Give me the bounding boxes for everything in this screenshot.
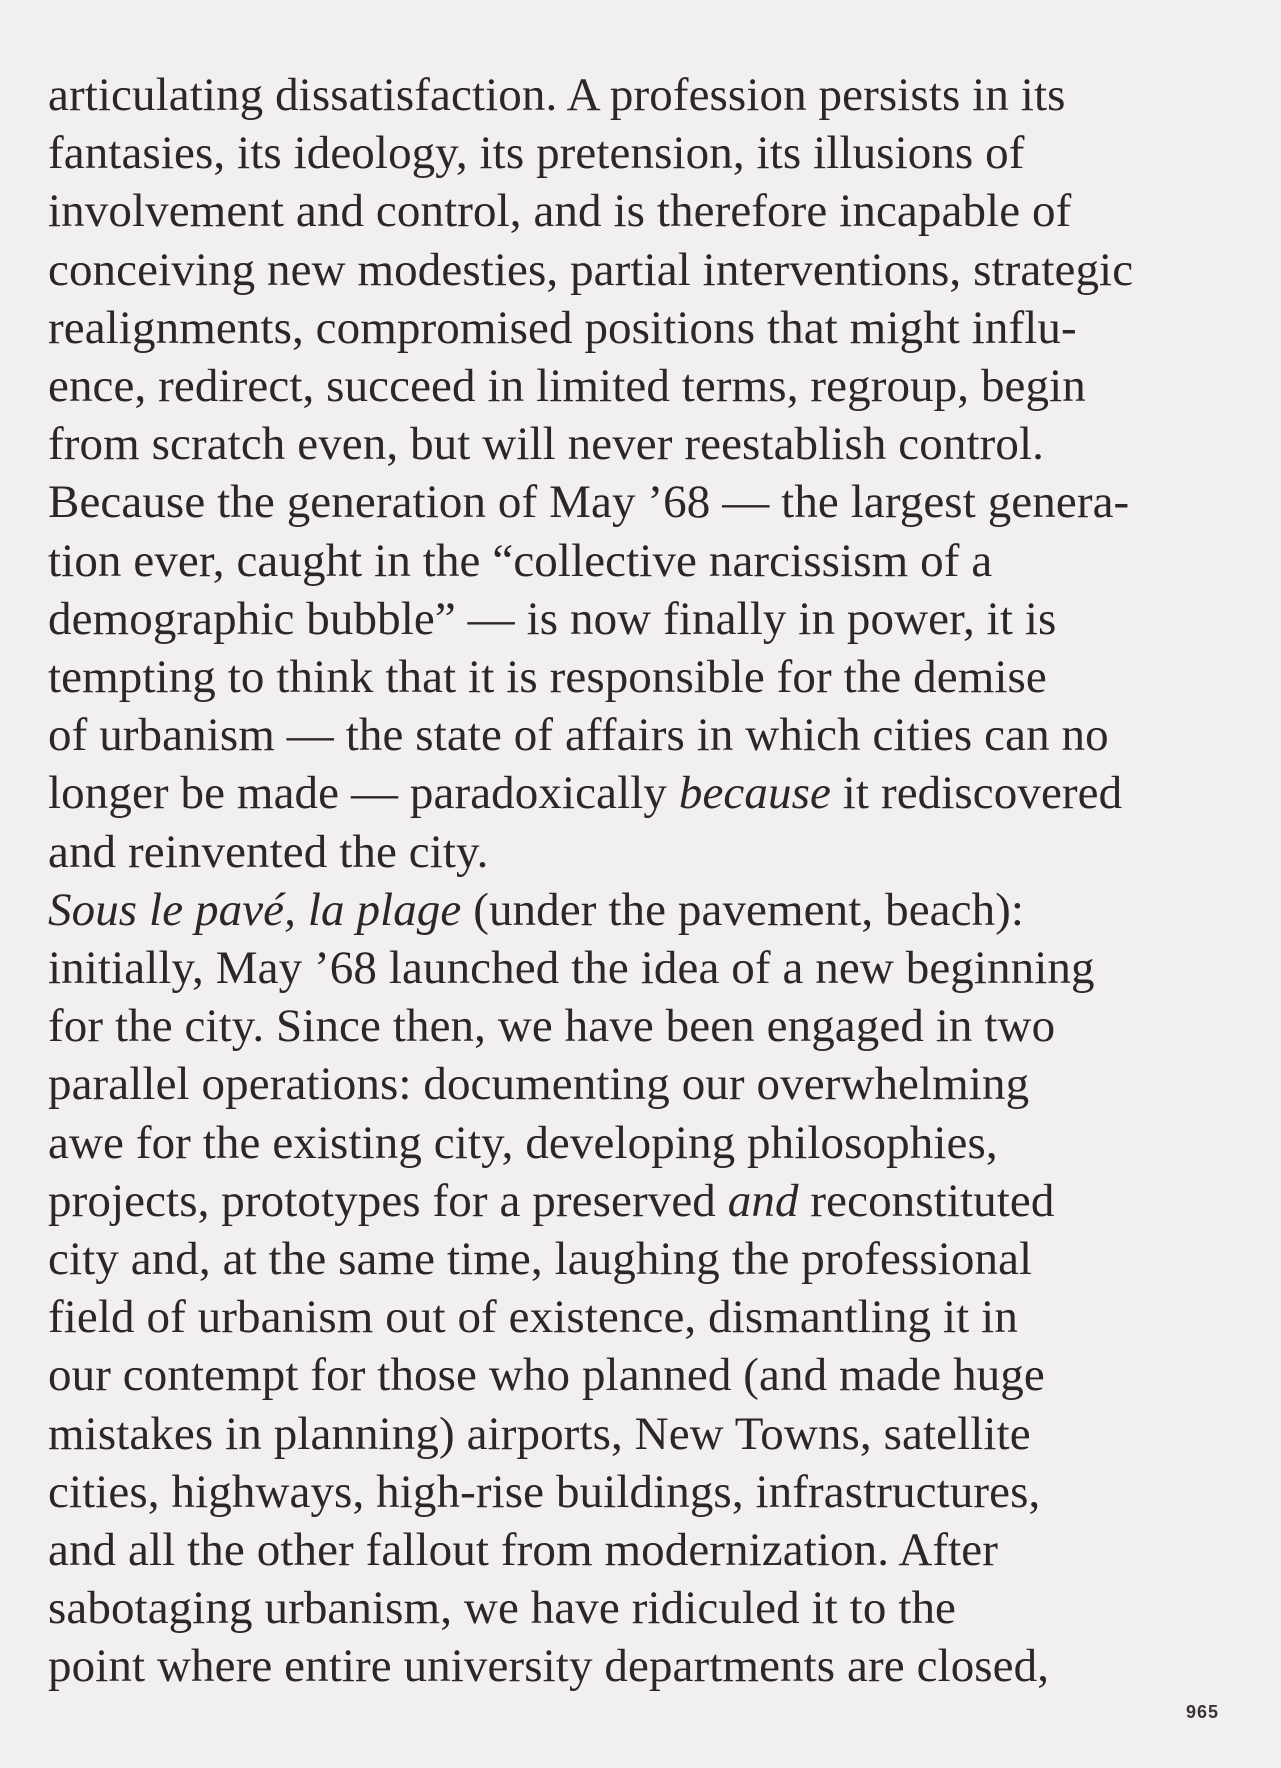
text-line: tempting to think that it is responsible for the demise [48, 651, 1047, 704]
text-line: awe for the existing city, developing philosophies, [48, 1116, 998, 1169]
text-line: ence, redirect, succeed in limited terms, regroup, begin [48, 360, 1086, 413]
text-line: articulating dissatisfaction. A profession persists in its [48, 69, 1066, 121]
text-line: cities, highways, high-rise buildings, infrastructures, [48, 1465, 1041, 1518]
italic-emphasis: because [678, 767, 831, 820]
text-line: point where entire university departments are closed, [48, 1640, 1050, 1693]
text-line: Because the generation of May ’68 — the largest genera- [48, 476, 1130, 529]
body-text [48, 66, 1248, 1696]
text-run: (under the pavement, beach): [461, 883, 1025, 936]
text-line: initially, May ’68 launched the idea of a new beginning [48, 942, 1095, 995]
text-line: fantasies, its ideology, its pretension, its illusions of [48, 127, 1025, 180]
text-line [48, 881, 1248, 939]
text-run: it rediscovered [830, 767, 1123, 820]
text-line: field of urbanism out of existence, dismantling it in [48, 1291, 1018, 1344]
text-line [48, 1172, 1248, 1230]
text-run: longer be made — paradoxically [48, 767, 679, 820]
italic-emphasis: and [727, 1174, 799, 1227]
text-line: of urbanism — the state of affairs in which cities can no [48, 709, 1109, 762]
text-line: sabotaging urbanism, we have ridiculed it to the [48, 1582, 957, 1635]
text-line: involvement and control, and is therefore incapable of [48, 185, 1072, 238]
text-line: tion ever, caught in the “collective narcissism of a [48, 534, 993, 587]
text-line: our contempt for those who planned (and made huge [48, 1349, 1045, 1402]
text-line: for the city. Since then, we have been engaged in two [48, 1000, 1056, 1053]
text-line: demographic bubble” — is now finally in power, it is [48, 592, 1057, 645]
text-line: and all the other fallout from modernization. After [48, 1524, 999, 1577]
text-line: realignments, compromised positions that might influ- [48, 301, 1077, 354]
text-line [48, 764, 1248, 822]
text-line: parallel operations: documenting our overwhelming [48, 1058, 1030, 1111]
text-run: projects, prototypes for a preserved [48, 1174, 728, 1227]
page-number: 965 [1186, 1702, 1220, 1722]
text-line: conceiving new modesties, partial interventions, strategic [48, 243, 1134, 296]
text-run: reconstituted [798, 1174, 1055, 1227]
text-line: mistakes in planning) airports, New Towns, satellite [48, 1407, 1031, 1460]
text-line: from scratch even, but will never reestablish control. [48, 418, 1044, 471]
text-line: and reinvented the city. [48, 825, 489, 878]
italic-phrase: Sous le pavé, la plage [48, 883, 462, 936]
text-line: city and, at the same time, laughing the professional [48, 1233, 1033, 1286]
